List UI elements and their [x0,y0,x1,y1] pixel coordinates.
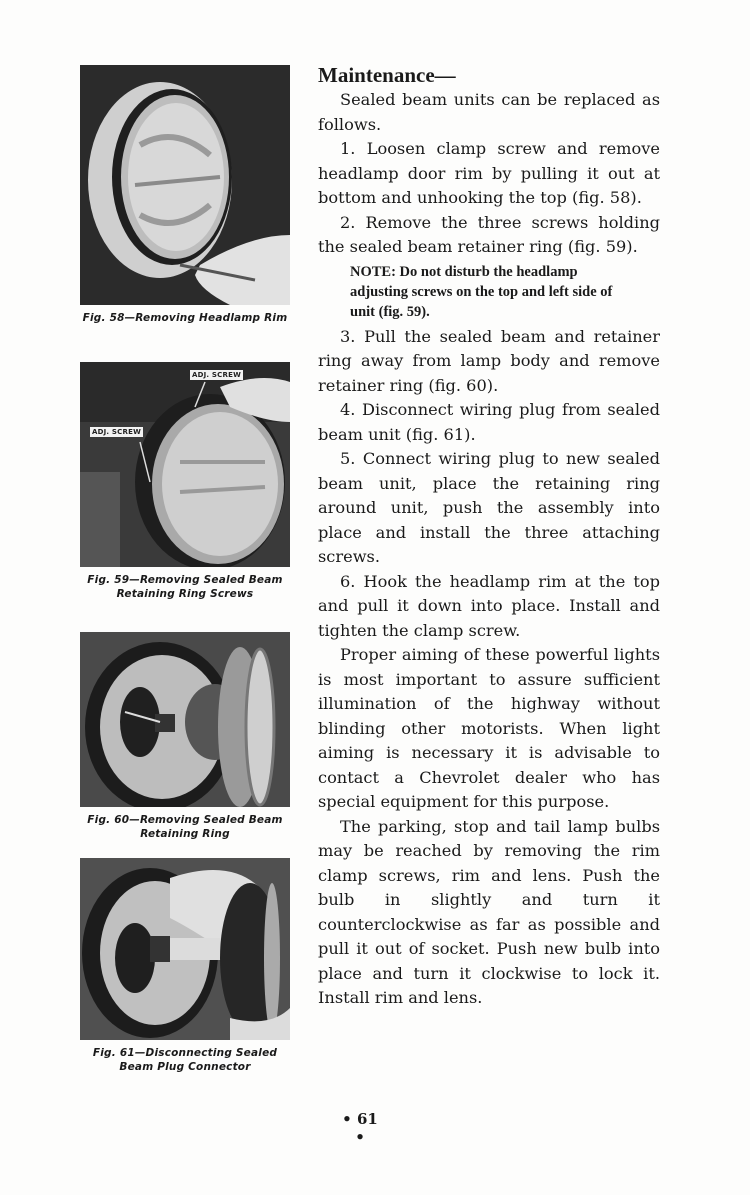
step-3: 3. Pull the sealed beam and retainer ring away from lamp body and remove retainer ring (fig. 60). [318,326,660,395]
figure-61-photo [80,858,290,1040]
aiming-paragraph: Proper aiming of these powerful lights is most important to assure sufficient illumination of the highway without blinding other motorists. When light aiming is necessary it is advisable to contact a Chevrolet dealer who has special equipment for this purpose. [318,645,660,811]
retaining-ring-illustration [80,632,290,807]
figure-60-photo [80,632,290,807]
section-heading: Maintenance— [318,63,456,87]
note-text: NOTE: Do not disturb the headlamp adjusting screws on the top and left side of unit (fig. 59). [350,263,613,320]
figure-58 [80,65,290,325]
adj-screw-label-top: ADJ. SCREW [192,371,242,379]
page-number: • 61 • [342,1110,378,1146]
figure-59-photo [80,362,290,567]
step-4: 4. Disconnect wiring plug from sealed beam unit (fig. 61). [318,400,660,444]
maintenance-section [318,62,660,1011]
figure-59-caption: Fig. 59—Removing Sealed Beam Retaining Ring Screws [87,574,283,600]
figure-61-caption: Fig. 61—Disconnecting Sealed Beam Plug Connector [92,1047,278,1073]
figure-58-caption: Fig. 58—Removing Headlamp Rim [82,312,288,324]
step-2: 2. Remove the three screws holding the sealed beam retainer ring (fig. 59). [318,212,660,256]
figure-61 [80,858,290,1074]
figure-60-caption: Fig. 60—Removing Sealed Beam Retaining Ring [87,814,283,840]
bulbs-paragraph: The parking, stop and tail lamp bulbs may be reached by removing the rim clamp screws, rim and lens. Push the bulb in slightly and turn it counterclockwise as far as possible and pull it out of socket. Push new bulb into place and turn it clockwise to lock it. Install rim and lens. [318,816,660,1007]
step-5: 5. Connect wiring plug to new sealed beam unit, place the retaining ring around unit, push the assembly into place and install the three attaching screws. [318,449,660,566]
figure-60 [80,632,290,841]
plug-connector-illustration [80,858,290,1040]
figure-59 [80,362,290,601]
sealed-beam-screws-illustration [80,362,290,567]
step-1: 1. Loosen clamp screw and remove headlamp door rim by pulling it out at bottom and unhooking the top (fig. 58). [318,139,660,207]
step-6: 6. Hook the headlamp rim at the top and pull it down into place. Install and tighten the clamp screw. [318,571,660,640]
headlamp-rim-illustration [80,65,290,305]
intro-paragraph: Sealed beam units can be replaced as follows. [318,90,660,134]
figure-58-photo [80,65,290,305]
adj-screw-label-left: ADJ. SCREW [92,428,142,436]
